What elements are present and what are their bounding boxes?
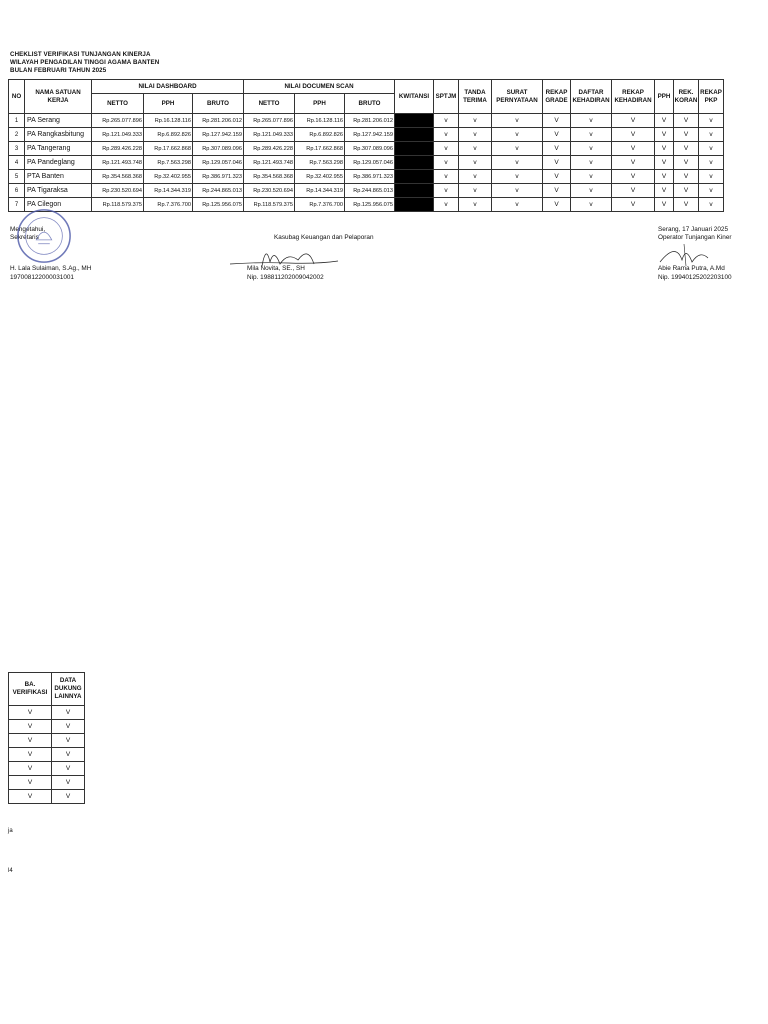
row-daftar-kehadiran: v <box>571 170 612 184</box>
sub-pph-dashboard: PPH <box>144 94 193 114</box>
right-signature <box>656 240 716 268</box>
sub-bruto-dashboard: BRUTO <box>193 94 244 114</box>
row-rekap-kehadiran: V <box>612 170 655 184</box>
row-pph: V <box>655 198 674 212</box>
row-nama: PA Tigaraksa <box>25 184 92 198</box>
row-scan-pph: Rp.32.402.955 <box>295 170 345 184</box>
row-rekap-grade: V <box>543 128 571 142</box>
row-daftar-kehadiran: v <box>571 142 612 156</box>
row-daftar-kehadiran: v <box>571 198 612 212</box>
row-tanda-terima: v <box>459 156 492 170</box>
row-daftar-kehadiran: v <box>571 114 612 128</box>
side-cell-ba: V <box>9 734 52 748</box>
group-scan: NILAI DOCUMEN SCAN <box>244 80 395 94</box>
row-scan-pph: Rp.16.128.116 <box>295 114 345 128</box>
row-scan-pph: Rp.6.892.826 <box>295 128 345 142</box>
col-rekap-pkp: REKAP PKP <box>699 80 724 114</box>
mid-signer-title: Kasubag Keuangan dan Pelaporan <box>274 234 374 241</box>
row-dashboard-netto: Rp.121.493.748 <box>92 156 144 170</box>
row-dashboard-bruto: Rp.307.089.096 <box>193 142 244 156</box>
row-surat-pernyataan: v <box>492 156 543 170</box>
table-row <box>9 198 724 212</box>
row-rekap-grade: V <box>543 114 571 128</box>
side-table-row <box>9 734 85 748</box>
sub-bruto-scan: BRUTO <box>345 94 395 114</box>
side-cell-data: V <box>52 720 85 734</box>
doc-subtitle: WILAYAH PENGADILAN TINGGI AGAMA BANTEN <box>10 59 160 66</box>
row-dashboard-netto: Rp.121.049.333 <box>92 128 144 142</box>
row-dashboard-pph: Rp.6.892.826 <box>144 128 193 142</box>
col-pph: PPH <box>655 80 674 114</box>
row-scan-pph: Rp.14.344.319 <box>295 184 345 198</box>
col-ba-verifikasi: BA. VERIFIKASI <box>9 673 52 706</box>
row-scan-bruto: Rp.125.956.075 <box>345 198 395 212</box>
row-surat-pernyataan: v <box>492 170 543 184</box>
row-rek-koran: V <box>674 128 699 142</box>
row-rekap-kehadiran: V <box>612 156 655 170</box>
row-rek-koran: V <box>674 184 699 198</box>
col-rek-koran: REK. KORAN <box>674 80 699 114</box>
row-kwitansi <box>395 198 434 212</box>
side-cell-data: V <box>52 790 85 804</box>
side-cell-ba: V <box>9 790 52 804</box>
fragment-l4: l4 <box>8 868 13 874</box>
row-rekap-grade: V <box>543 170 571 184</box>
row-dashboard-bruto: Rp.125.956.075 <box>193 198 244 212</box>
row-rekap-kehadiran: V <box>612 128 655 142</box>
row-dashboard-netto: Rp.265.077.896 <box>92 114 144 128</box>
row-dashboard-bruto: Rp.129.057.046 <box>193 156 244 170</box>
left-label-mengetahui: Mengetahui, <box>10 226 46 233</box>
row-dashboard-bruto: Rp.127.942.159 <box>193 128 244 142</box>
row-no: 6 <box>9 184 25 198</box>
col-rekap-grade: REKAP GRADE <box>543 80 571 114</box>
doc-title: CHEKLIST VERIFIKASI TUNJANGAN KINERJA <box>10 51 151 58</box>
row-scan-bruto: Rp.244.865.013 <box>345 184 395 198</box>
row-dashboard-pph: Rp.32.402.955 <box>144 170 193 184</box>
row-scan-netto: Rp.230.520.694 <box>244 184 295 198</box>
row-nama: PA Pandeglang <box>25 156 92 170</box>
row-tanda-terima: v <box>459 170 492 184</box>
row-surat-pernyataan: v <box>492 198 543 212</box>
row-rekap-pkp: v <box>699 142 724 156</box>
row-pph: V <box>655 156 674 170</box>
row-kwitansi <box>395 142 434 156</box>
side-cell-ba: V <box>9 706 52 720</box>
left-label-sekretaris: Sekretaris <box>10 234 39 241</box>
row-pph: V <box>655 142 674 156</box>
row-scan-netto: Rp.354.568.368 <box>244 170 295 184</box>
right-signer-title: Operator Tunjangan Kiner <box>658 234 732 241</box>
side-table-row <box>9 762 85 776</box>
row-sptjm: v <box>434 198 459 212</box>
row-sptjm: v <box>434 184 459 198</box>
col-tanda-terima: TANDA TERIMA <box>459 80 492 114</box>
row-dashboard-pph: Rp.16.128.116 <box>144 114 193 128</box>
side-cell-data: V <box>52 706 85 720</box>
row-rekap-pkp: v <box>699 184 724 198</box>
row-dashboard-netto: Rp.118.579.375 <box>92 198 144 212</box>
row-no: 1 <box>9 114 25 128</box>
row-rekap-pkp: v <box>699 114 724 128</box>
row-rekap-kehadiran: V <box>612 142 655 156</box>
row-tanda-terima: v <box>459 198 492 212</box>
side-cell-ba: V <box>9 748 52 762</box>
row-no: 2 <box>9 128 25 142</box>
row-tanda-terima: v <box>459 114 492 128</box>
col-no: NO <box>9 80 25 114</box>
row-daftar-kehadiran: v <box>571 128 612 142</box>
mid-signer-name: Mila Novita, SE., SH <box>247 265 305 272</box>
side-cell-ba: V <box>9 762 52 776</box>
row-scan-bruto: Rp.281.206.012 <box>345 114 395 128</box>
table-row <box>9 184 724 198</box>
row-scan-bruto: Rp.386.971.323 <box>345 170 395 184</box>
row-rekap-pkp: v <box>699 128 724 142</box>
row-nama: PA Serang <box>25 114 92 128</box>
row-no: 4 <box>9 156 25 170</box>
row-sptjm: v <box>434 156 459 170</box>
sub-netto-scan: NETTO <box>244 94 295 114</box>
col-data-dukung: DATA DUKUNG LAINNYA <box>52 673 85 706</box>
group-dashboard: NILAI DASHBOARD <box>92 80 244 94</box>
row-rek-koran: V <box>674 142 699 156</box>
side-table-row <box>9 720 85 734</box>
row-dashboard-pph: Rp.7.563.298 <box>144 156 193 170</box>
table-row <box>9 156 724 170</box>
row-no: 7 <box>9 198 25 212</box>
row-rek-koran: V <box>674 170 699 184</box>
row-rekap-kehadiran: V <box>612 114 655 128</box>
supplementary-table <box>8 672 85 804</box>
side-cell-data: V <box>52 734 85 748</box>
row-rekap-pkp: v <box>699 170 724 184</box>
row-daftar-kehadiran: v <box>571 156 612 170</box>
row-sptjm: v <box>434 128 459 142</box>
row-pph: V <box>655 114 674 128</box>
row-scan-pph: Rp.7.376.700 <box>295 198 345 212</box>
row-tanda-terima: v <box>459 142 492 156</box>
doc-period: BULAN FEBRUARI TAHUN 2025 <box>10 67 107 74</box>
row-scan-netto: Rp.121.049.333 <box>244 128 295 142</box>
row-kwitansi <box>395 156 434 170</box>
row-scan-netto: Rp.265.077.896 <box>244 114 295 128</box>
row-pph: V <box>655 128 674 142</box>
row-pph: V <box>655 184 674 198</box>
side-table-row <box>9 790 85 804</box>
row-scan-bruto: Rp.307.089.096 <box>345 142 395 156</box>
col-nama: NAMA SATUAN KERJA <box>25 80 92 114</box>
verification-table <box>8 79 724 212</box>
row-dashboard-pph: Rp.7.376.700 <box>144 198 193 212</box>
row-scan-netto: Rp.121.493.748 <box>244 156 295 170</box>
row-daftar-kehadiran: v <box>571 184 612 198</box>
col-rekap-kehadiran: REKAP KEHADIRAN <box>612 80 655 114</box>
row-tanda-terima: v <box>459 128 492 142</box>
side-table-row <box>9 706 85 720</box>
row-kwitansi <box>395 170 434 184</box>
row-rek-koran: V <box>674 114 699 128</box>
row-no: 3 <box>9 142 25 156</box>
right-date: Serang, 17 Januari 2025 <box>658 226 728 233</box>
row-rekap-pkp: v <box>699 156 724 170</box>
official-stamp <box>15 207 73 265</box>
row-dashboard-pph: Rp.17.662.868 <box>144 142 193 156</box>
col-surat-pernyataan: SURAT PERNYATAAN <box>492 80 543 114</box>
row-scan-netto: Rp.289.426.228 <box>244 142 295 156</box>
row-nama: PA Cilegon <box>25 198 92 212</box>
row-rek-koran: V <box>674 198 699 212</box>
table-row <box>9 170 724 184</box>
side-table-row <box>9 748 85 762</box>
row-nama: PA Tangerang <box>25 142 92 156</box>
row-scan-netto: Rp.118.579.375 <box>244 198 295 212</box>
col-daftar-kehadiran: DAFTAR KEHADIRAN <box>571 80 612 114</box>
right-signer-name: Abie Rama Putra, A.Md <box>658 265 725 272</box>
side-cell-ba: V <box>9 776 52 790</box>
side-cell-data: V <box>52 748 85 762</box>
row-rekap-kehadiran: V <box>612 198 655 212</box>
table-row <box>9 142 724 156</box>
row-kwitansi <box>395 114 434 128</box>
row-scan-pph: Rp.7.563.298 <box>295 156 345 170</box>
row-rekap-grade: V <box>543 142 571 156</box>
row-surat-pernyataan: v <box>492 142 543 156</box>
row-scan-bruto: Rp.127.942.159 <box>345 128 395 142</box>
row-dashboard-bruto: Rp.386.971.323 <box>193 170 244 184</box>
side-cell-data: V <box>52 776 85 790</box>
sub-netto-dashboard: NETTO <box>92 94 144 114</box>
sub-pph-scan: PPH <box>295 94 345 114</box>
row-rekap-grade: V <box>543 198 571 212</box>
row-scan-bruto: Rp.129.057.046 <box>345 156 395 170</box>
table-row <box>9 114 724 128</box>
row-dashboard-netto: Rp.230.520.694 <box>92 184 144 198</box>
row-rekap-grade: V <box>543 184 571 198</box>
row-dashboard-bruto: Rp.244.865.013 <box>193 184 244 198</box>
row-sptjm: v <box>434 170 459 184</box>
row-rekap-pkp: v <box>699 198 724 212</box>
left-signer-name: H. Lala Sulaiman, S.Ag., MH <box>10 265 92 272</box>
col-kwitansi: KWITANSI <box>395 80 434 114</box>
row-kwitansi <box>395 184 434 198</box>
row-dashboard-pph: Rp.14.344.319 <box>144 184 193 198</box>
fragment-ja: ja <box>8 828 13 834</box>
row-sptjm: v <box>434 114 459 128</box>
left-signer-nip: 197008122000031001 <box>10 274 74 281</box>
row-surat-pernyataan: v <box>492 114 543 128</box>
row-dashboard-netto: Rp.289.426.228 <box>92 142 144 156</box>
row-sptjm: v <box>434 142 459 156</box>
side-table-row <box>9 776 85 790</box>
row-pph: V <box>655 170 674 184</box>
right-signer-nip: Nip. 19940125202203100 <box>658 274 732 281</box>
row-rekap-grade: V <box>543 156 571 170</box>
col-sptjm: SPTJM <box>434 80 459 114</box>
row-dashboard-netto: Rp.354.568.368 <box>92 170 144 184</box>
row-surat-pernyataan: v <box>492 184 543 198</box>
row-rekap-kehadiran: V <box>612 184 655 198</box>
row-rek-koran: V <box>674 156 699 170</box>
side-cell-ba: V <box>9 720 52 734</box>
row-surat-pernyataan: v <box>492 128 543 142</box>
row-nama: PA Rangkasbitung <box>25 128 92 142</box>
mid-signer-nip: Nip. 198811202009042002 <box>247 274 324 281</box>
row-kwitansi <box>395 128 434 142</box>
row-nama: PTA Banten <box>25 170 92 184</box>
row-tanda-terima: v <box>459 184 492 198</box>
row-scan-pph: Rp.17.662.868 <box>295 142 345 156</box>
row-dashboard-bruto: Rp.281.206.012 <box>193 114 244 128</box>
side-cell-data: V <box>52 762 85 776</box>
row-no: 5 <box>9 170 25 184</box>
table-row <box>9 128 724 142</box>
